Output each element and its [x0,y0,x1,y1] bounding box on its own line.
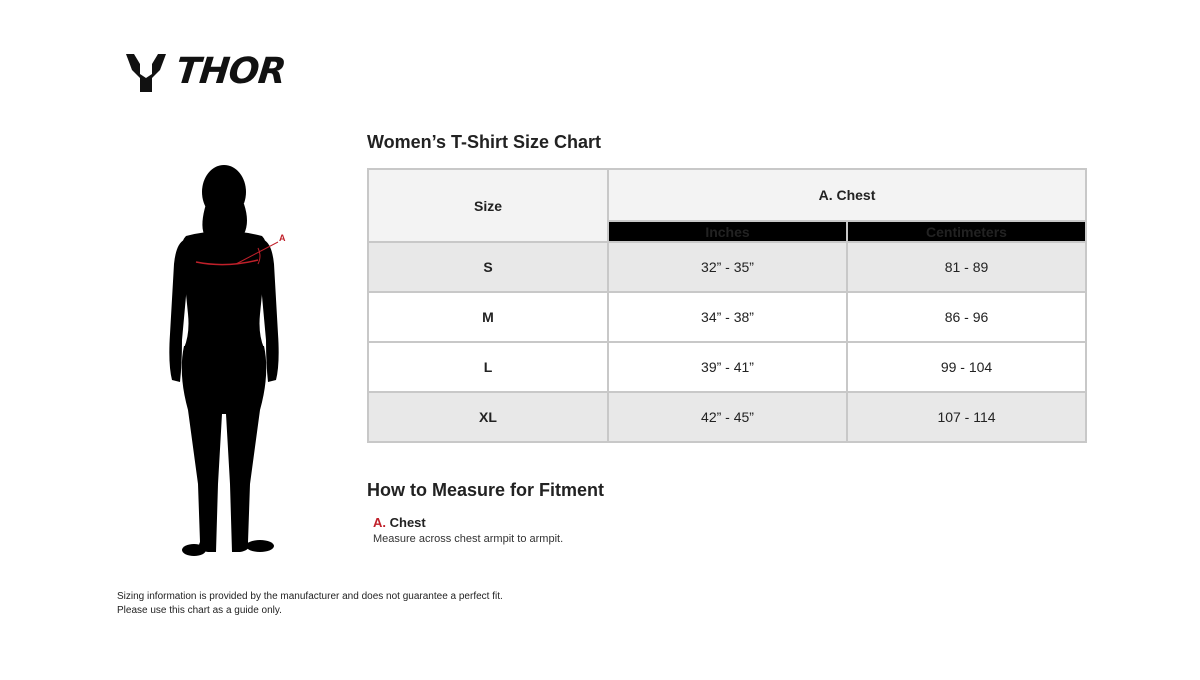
table-row [368,342,1086,392]
howto-item-letter: A. [373,515,386,530]
howto-item-label [373,515,563,530]
inches-cell: 34” - 38” [608,292,847,342]
centimeters-cell: 81 - 89 [847,242,1086,292]
disclaimer-line-2: Please use this chart as a guide only. [117,605,282,616]
inches-cell: 42” - 45” [608,392,847,442]
inches-cell: 32” - 35” [608,242,847,292]
table-row [368,242,1086,292]
howto-title: How to Measure for Fitment [367,480,605,500]
size-chart-table [367,168,1087,443]
brand-wordmark: THOR [173,51,288,92]
howto-item-name: Chest [389,515,426,530]
sizing-disclaimer [117,590,503,618]
thor-hammer-logo-icon [124,50,168,94]
inches-column-header: Inches [608,221,847,242]
table-row [368,292,1086,342]
centimeters-column-header: Centimeters [847,221,1086,242]
centimeters-cell: 86 - 96 [847,292,1086,342]
howto-item-description: Measure across chest armpit to armpit. [373,533,564,545]
size-column-header: Size [368,169,608,242]
size-cell: M [368,292,608,342]
chest-column-header: A. Chest [608,169,1086,221]
size-cell: XL [368,392,608,442]
centimeters-cell: 107 - 114 [847,392,1086,442]
centimeters-cell: 99 - 104 [847,342,1086,392]
size-cell: S [368,242,608,292]
brand-logo [124,50,288,94]
size-cell: L [368,342,608,392]
table-row [368,392,1086,442]
disclaimer-line-1: Sizing information is provided by the manufacturer and does not guarantee a perfect fit. [117,591,503,602]
howto-chest-item [373,515,563,545]
female-body-silhouette [160,164,300,562]
chart-title: Women’s T-Shirt Size Chart [367,132,602,152]
inches-cell: 39” - 41” [608,342,847,392]
chest-marker-label: A [279,233,286,243]
